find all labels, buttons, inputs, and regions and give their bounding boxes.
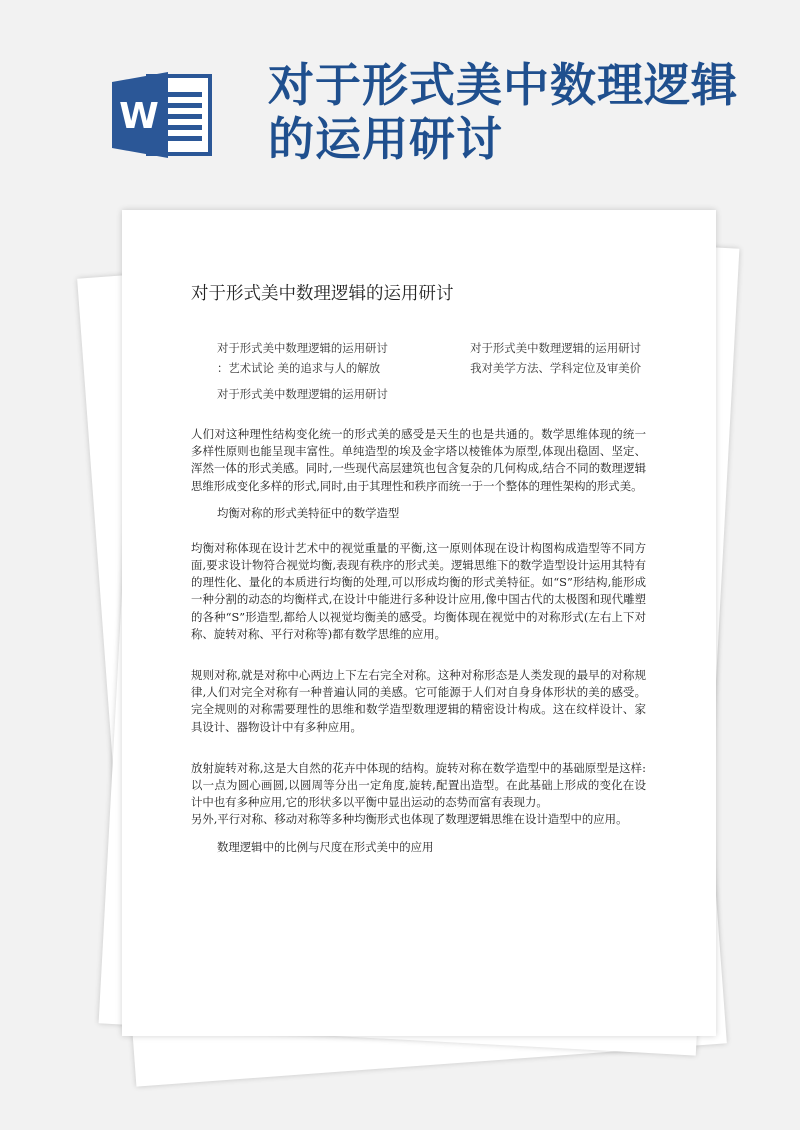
paragraph-3: 规则对称,就是对称中心两边上下左右完全对称。这种对称形态是人类发现的最早的对称规律,人们对完全对称有一种普遍认同的美感。它可能源于人们对自身身体形状的美的感受。完全规则的对称需要理性的思维和数学造型数理逻辑的精密设计构成。这在纹样设计、家具设计、器物设计中有多种应用。 [191,668,646,734]
page-heading-line-1: 对于形式美中数理逻辑 [268,58,738,112]
meta-line2-right: 我对美学方法、学科定位及审美价 [470,361,641,375]
word-document-icon [108,70,220,160]
paragraph-4: 放射旋转对称,这是大自然的花卉中体现的结构。旋转对称在数学造型中的基础原型是这样:以一点为圆心画圆,以圆周等分出一定角度,旋转,配置出造型。在此基础上形成的变化在设计中也有多种应用,它的形状多以平衡中显出运动的态势而富有表现力。 [191,760,646,810]
document-title: 对于形式美中数理逻辑的运用研讨 [191,284,454,304]
document-content [191,282,646,874]
meta-row-2 [217,358,641,378]
meta-line1-left: 对于形式美中数理逻辑的运用研讨 [217,341,388,355]
meta-line2-left: ：艺术试论 美的追求与人的解放 [217,361,381,375]
document-meta [217,338,646,404]
paragraph-2: 均衡对称体现在设计艺术中的视觉重量的平衡,这一原则体现在设计构图构成造型等不同方面,要求设计物符合视觉均衡,表现有秩序的形式美。逻辑思维下的数学造型设计运用其特有的理性化、量化的本质进行均衡的处理,可以形成均衡的形式美特征。如“S”形结构,能形成一种分割的动态的均衡样式,在设计中能进行多种设计应用,像中国古代的太极图和现代雕塑的各种“S”形造型,都给人以视觉均衡美的感受。均衡体现在视觉中的对称形式(左右上下对称、旋转对称、平行对称等)都有数学思维的应用。 [191,540,646,641]
page-heading [268,58,738,166]
meta-row-1 [217,338,641,358]
page-heading-line-2: 的运用研讨 [268,112,503,166]
section-heading-2: 数理逻辑中的比例与尺度在形式美中的应用 [217,839,434,854]
section-heading-1: 均衡对称的形式美特征中的数学造型 [217,505,400,520]
paragraph-1: 人们对这种理性结构变化统一的形式美的感受是天生的也是共通的。数学思维体现的统一多样性原则也能呈现丰富性。单纯造型的埃及金字塔以棱锥体为原型,体现出稳固、坚定、浑然一体的形式美感。同时,一些现代高层建筑也包含复杂的几何构成,结合不同的数理逻辑思维形成变化多样的形式,同时,由于其理性和秩序而统一于一个整体的理性架构的形式美。 [191,427,646,493]
paragraph-5: 另外,平行对称、移动对称等多种均衡形式也体现了数理逻辑思维在设计造型中的应用。 [191,812,628,827]
word-logo-icon [108,70,220,160]
meta-line3: 对于形式美中数理逻辑的运用研讨 [217,387,388,401]
word-logo-letter: W [119,96,159,137]
meta-line1-right: 对于形式美中数理逻辑的运用研讨 [470,341,641,355]
